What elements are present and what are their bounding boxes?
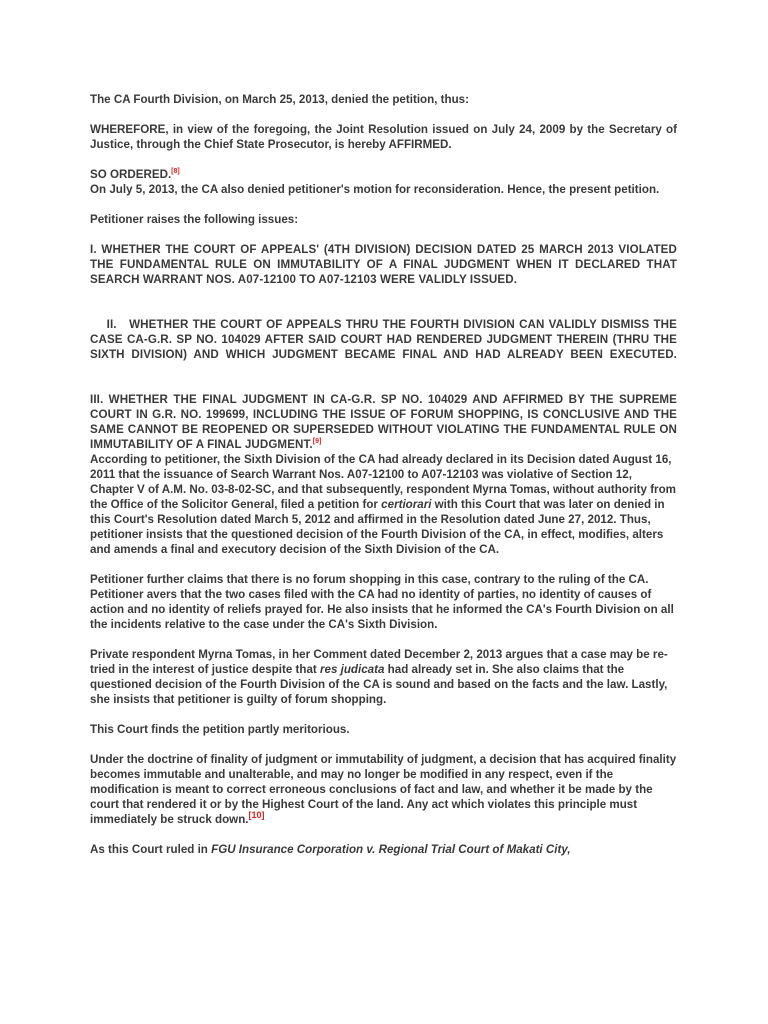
paragraph-doctrine: [90, 752, 677, 827]
paragraph-petitioner-argument: [90, 452, 677, 557]
paragraph-respondent-comment: [90, 647, 677, 707]
paragraph-text: As this Court ruled in: [90, 843, 212, 856]
paragraph-ca-denial: [90, 92, 677, 107]
paragraph-text: Petitioner further claims that there is no forum shopping in this case, contrary to the ruling of the CA. Petitioner avers that the two cases filed with the CA had no identity of parties, no identity of causes of action and no identity of reliefs prayed for. He also insists that he informed the CA's Fourth Division on all the incidents relative to the case under the CA's Sixth Division.: [90, 573, 674, 631]
paragraph-text: This Court finds the petition partly meritorious.: [90, 723, 350, 736]
paragraph-text: Private respondent Myrna Tomas, in her Comment dated December 2, 2013 argues that a case may be re-tried in the interest of justice despite that: [90, 648, 668, 676]
issue-text: I. WHETHER THE COURT OF APPEALS' (4TH DIVISION) DECISION DATED 25 MARCH 2013 VIOLATED THE FUNDAMENTAL RULE ON IMMUTABILITY OF A FINAL JUDGMENT WHEN IT DECLARED THAT SEARCH WARRANT NOS. A07-12100 TO A07-12103 WERE VALIDLY ISSUED.: [90, 243, 677, 286]
paragraph-court-finding: [90, 722, 677, 737]
footnote-8[interactable]: [8]: [171, 168, 180, 176]
paragraph-forum-shopping: [90, 572, 677, 632]
paragraph-motion-denied: [90, 182, 677, 197]
issue-one: [90, 242, 677, 287]
italic-term: res judicata: [319, 663, 385, 676]
paragraph-text: SO ORDERED.: [90, 168, 172, 181]
paragraph-wherefore: [90, 122, 677, 152]
issue-text: II. WHETHER THE COURT OF APPEALS THRU THE FOURTH DIVISION CAN VALIDLY DISMISS THE CASE CA-G.R. SP NO. 104029 AFTER SAID COURT HAD RENDERED JUDGMENT THEREIN (THRU THE SIXTH DIVISION) AND WHICH JUDGMENT BECAME FINAL AND HAD ALREADY BEEN EXECUTED.: [90, 318, 681, 361]
footnote-10[interactable]: [10]: [248, 810, 265, 821]
paragraph-text: Petitioner raises the following issues:: [90, 213, 299, 226]
paragraph-text: with this Court that was later on denied in this Court's Resolution dated March 5, 2012 and affirmed in the Resolution dated June 27, 2012. Thus, petitioner insists that the questioned decision of the Fourth Division of the CA, in effect, modifies, alters and amends a final and executory decision of the Sixth Division of the CA.: [90, 498, 665, 556]
footnote-9[interactable]: [9]: [312, 438, 322, 446]
paragraph-so-ordered: [90, 167, 677, 182]
paragraph-text: The CA Fourth Division, on March 25, 2013, denied the petition, thus:: [90, 93, 469, 106]
paragraph-text: WHEREFORE, in view of the foregoing, the Joint Resolution issued on July 24, 2009 by the Secretary of Justice, through the Chief State Prosecutor, is hereby AFFIRMED.: [90, 123, 677, 151]
paragraph-issues-intro: [90, 212, 677, 227]
paragraph-text: had already set in. She also claims that the questioned decision of the Fourth Division of the CA is sound and based on the facts and the law. Lastly, she insists that petitioner is guilty of forum shopping.: [90, 663, 668, 706]
paragraph-text: On July 5, 2013, the CA also denied petitioner's motion for reconsideration. Hence, the present petition.: [90, 183, 660, 196]
document-page: [90, 92, 681, 857]
paragraph-text: Under the doctrine of finality of judgment or immutability of judgment, a decision that has acquired finality becomes immutable and unalterable, and may no longer be modified in any respect, even if the modification is meant to correct erroneous conclusions of fact and law, and whether it be made by the court that rendered it or by the Highest Court of the land. Any act which violates this principle must immediately be struck down.: [90, 753, 677, 826]
italic-term: certiorari: [381, 498, 432, 511]
paragraph-text: According to petitioner, the Sixth Division of the CA had already declared in its Decision dated August 16, 2011 that the issuance of Search Warrant Nos. A07-12100 to A07-12103 was violative of Section 12, Chapter V of A.M. No. 03-8-02-SC, and that subsequently, respondent Myrna Tomas, without authority from the Office of the Solicitor General, filed a petition for: [90, 453, 676, 511]
issue-three: [90, 392, 677, 452]
case-citation: FGU Insurance Corporation v. Regional Trial Court of Makati City,: [211, 843, 571, 856]
issue-text: III. WHETHER THE FINAL JUDGMENT IN CA-G.R. SP NO. 104029 AND AFFIRMED BY THE SUPREME COURT IN G.R. NO. 199699, INCLUDING THE ISSUE OF FORUM SHOPPING, IS CONCLUSIVE AND THE SAME CANNOT BE REOPENED OR SUPERSEDED WITHOUT VIOLATING THE FUNDAMENTAL RULE ON IMMUTABILITY OF A FINAL JUDGMENT.: [90, 393, 677, 451]
paragraph-fgu-ruling: [90, 842, 677, 857]
issue-two: [90, 302, 681, 377]
